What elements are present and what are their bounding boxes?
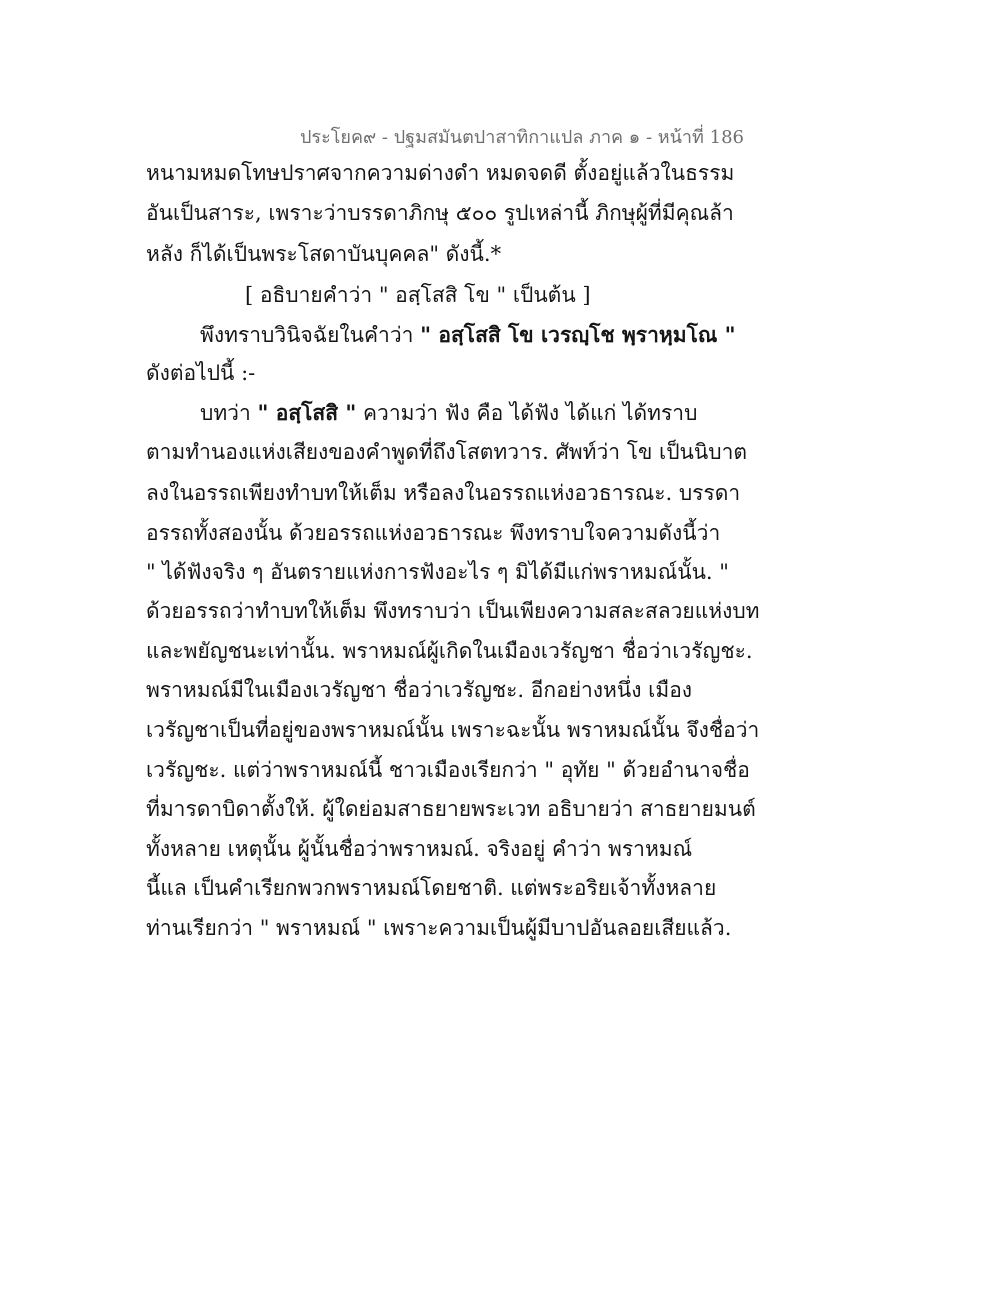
body-line: ลงในอรรถเพียงทำบทให้เต็ม หรือลงในอรรถแห่งอวธารณะ. บรรดา: [146, 481, 741, 505]
body-line: ตามทำนองแห่งเสียงของคำพูดที่ถึงโสตทวาร. ศัพท์ว่า โข เป็นนิบาต: [146, 440, 748, 464]
body-line: ที่มารดาบิดาตั้งให้. ผู้ใดย่อมสาธยายพระเวท อธิบายว่า สาธยายมนต์: [146, 797, 756, 821]
pali-term-bold: " อสฺโสสิ โข เวรญฺโช พฺราหฺมโณ ": [420, 322, 736, 347]
body-line: อรรถทั้งสองนั้น ด้วยอรรถแห่งอวธารณะ พึงทราบใจความดังนี้ว่า: [146, 521, 721, 545]
body-line: เวรัญชะ. แต่ว่าพราหมณ์นี้ ชาวเมืองเรียกว่า " อุทัย " ด้วยอำนาจชื่อ: [146, 758, 750, 782]
body-line: อันเป็นสาระ, เพราะว่าบรรดาภิกษุ ๕๐๐ รูปเหล่านี้ ภิกษุผู้ที่มีคุณล้า: [146, 201, 734, 225]
section-heading: [ อธิบายคำว่า " อสฺโสสิ โข " เป็นต้น ]: [245, 283, 591, 307]
body-line: ด้วยอรรถว่าทำบทให้เต็ม พึงทราบว่า เป็นเพียงความสละสลวยแห่งบท: [146, 599, 760, 623]
body-line: เวรัญชาเป็นที่อยู่ของพราหมณ์นั้น เพราะฉะนั้น พราหมณ์นั้น จึงชื่อว่า: [146, 718, 760, 742]
body-line: หนามหมดโทษปราศจากความด่างดำ หมดจดดี ตั้งอยู่แล้วในธรรม: [146, 161, 735, 185]
pali-term-bold: " อสฺโสสิ ": [257, 400, 357, 425]
running-header: ประโยค๙ - ปฐมสมันตปาสาทิกาแปล ภาค ๑ - หน้าที่ 186: [300, 127, 744, 148]
body-line: [200, 398, 697, 428]
body-text: บทว่า: [200, 401, 251, 425]
body-line: พราหมณ์มีในเมืองเวรัญชา ชื่อว่าเวรัญชะ. อีกอย่างหนึ่ง เมือง: [146, 678, 693, 702]
body-line: ดังต่อไปนี้ :-: [146, 361, 256, 385]
body-line: " ได้ฟังจริง ๆ อันตรายแห่งการฟังอะไร ๆ มิได้มีแก่พราหมณ์นั้น. ": [146, 560, 729, 584]
body-text: พึงทราบวินิจฉัยในคำว่า: [200, 323, 414, 347]
body-text: ความว่า ฟัง คือ ได้ฟัง ได้แก่ ได้ทราบ: [363, 401, 698, 425]
body-line: และพยัญชนะเท่านั้น. พราหมณ์ผู้เกิดในเมืองเวรัญชา ชื่อว่าเวรัญชะ.: [146, 639, 753, 663]
body-line: นี้แล เป็นคำเรียกพวกพราหมณ์โดยชาติ. แต่พระอริยเจ้าทั้งหลาย: [146, 876, 717, 900]
body-line: หลัง ก็ได้เป็นพระโสดาบันบุคคล" ดังนี้.*: [146, 242, 502, 266]
body-line: ท่านเรียกว่า " พราหมณ์ " เพราะความเป็นผู้มีบาปอันลอยเสียแล้ว.: [146, 916, 732, 940]
body-line: ทั้งหลาย เหตุนั้น ผู้นั้นชื่อว่าพราหมณ์. จริงอยู่ คำว่า พราหมณ์: [146, 837, 693, 861]
body-line: [200, 320, 736, 350]
